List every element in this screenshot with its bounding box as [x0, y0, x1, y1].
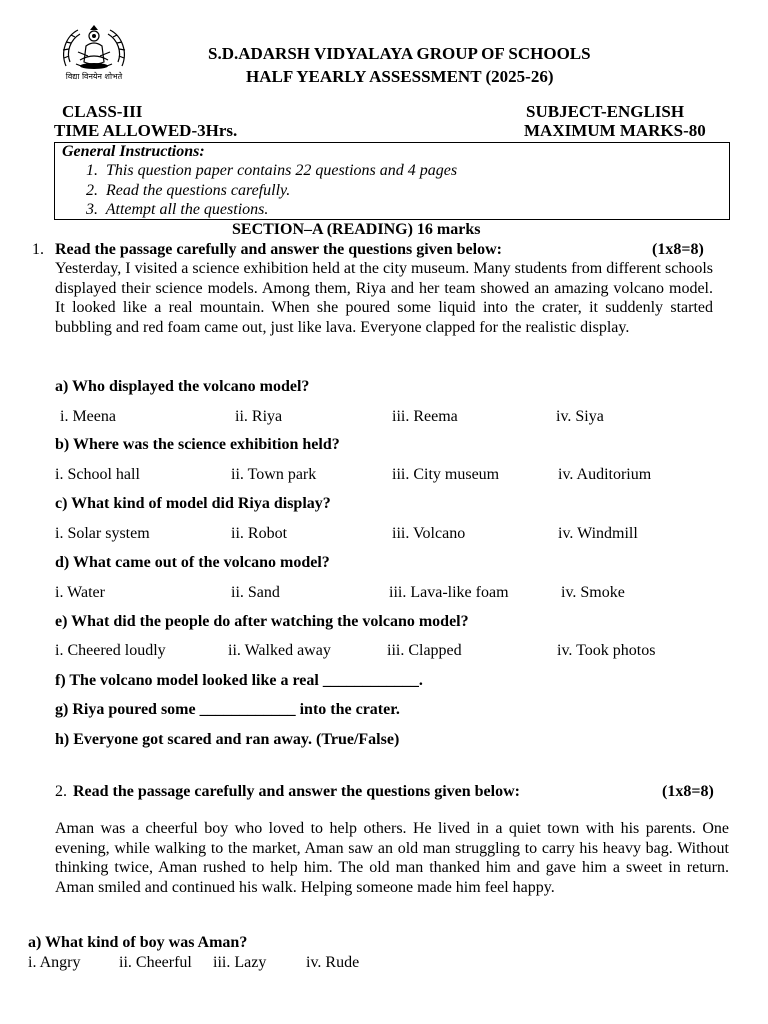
q2a-question: a) What kind of boy was Aman?	[28, 934, 248, 951]
q1c-option-1: i. Solar system	[55, 525, 150, 542]
school-logo	[56, 22, 132, 86]
time-allowed: TIME ALLOWED-3Hrs.	[54, 121, 238, 140]
q1e-question: e) What did the people do after watching the volcano model?	[55, 613, 469, 630]
q1a-option-1: i. Meena	[60, 408, 116, 425]
q1a-question: a) Who displayed the volcano model?	[55, 378, 310, 395]
q2-marks: (1x8=8)	[662, 783, 714, 800]
q1e-option-2: ii. Walked away	[228, 642, 331, 659]
q1a-option-2: ii. Riya	[235, 408, 283, 425]
q2-prompt: Read the passage carefully and answer the questions given below:	[73, 783, 520, 800]
exam-title: HALF YEARLY ASSESSMENT (2025-26)	[246, 67, 554, 86]
instruction-item-2: 2. Read the questions carefully.	[86, 182, 291, 199]
q2a-option-1: i. Angry	[28, 954, 81, 971]
q2-number: 2.	[55, 783, 67, 800]
q1g-question: g) Riya poured some ____________ into the crater.	[55, 701, 400, 718]
subject-label: SUBJECT-ENGLISH	[526, 102, 685, 121]
q1e-option-3: iii. Clapped	[387, 642, 462, 659]
q1c-question: c) What kind of model did Riya display?	[55, 495, 331, 512]
q1b-option-2: ii. Town park	[231, 466, 317, 483]
q1-passage: Yesterday, I visited a science exhibition held at the city museum. Many students from different schools displayed their science models. Among them, Riya and her team showed an amazing volcano model. It looked like a real mountain. When she poured some liquid into the crater, it suddenly started bubbling and red foam came out, just like lava. Everyone clapped for the realistic display.	[55, 260, 713, 337]
q1b-option-1: i. School hall	[55, 466, 140, 483]
q1d-question: d) What came out of the volcano model?	[55, 554, 330, 571]
q1h-question: h) Everyone got scared and ran away. (True/False)	[55, 731, 400, 748]
q1b-question: b) Where was the science exhibition held?	[55, 436, 340, 453]
class-label: CLASS-III	[62, 102, 143, 121]
q1-marks: (1x8=8)	[652, 241, 704, 258]
school-name: S.D.ADARSH VIDYALAYA GROUP OF SCHOOLS	[208, 44, 591, 63]
q1c-option-2: ii. Robot	[231, 525, 288, 542]
q2a-option-2: ii. Cheerful	[119, 954, 192, 971]
q1d-option-2: ii. Sand	[231, 584, 280, 601]
q1e-option-4: iv. Took photos	[557, 642, 656, 659]
instruction-item-3: 3. Attempt all the questions.	[86, 201, 269, 218]
maximum-marks: MAXIMUM MARKS-80	[524, 121, 706, 140]
logo-motto: विद्या विनयेन शोभते	[65, 72, 123, 81]
q1e-option-1: i. Cheered loudly	[55, 642, 166, 659]
section-a-title: SECTION–A (READING) 16 marks	[232, 221, 481, 238]
q2a-option-3: iii. Lazy	[213, 954, 267, 971]
q1-prompt: Read the passage carefully and answer the questions given below:	[55, 241, 502, 258]
instruction-item-1: 1. This question paper contains 22 questions and 4 pages	[86, 162, 458, 179]
q1b-option-4: iv. Auditorium	[558, 466, 652, 483]
q1a-option-3: iii. Reema	[392, 408, 458, 425]
q1d-option-1: i. Water	[55, 584, 105, 601]
q2a-option-4: iv. Rude	[306, 954, 360, 971]
q1c-option-3: iii. Volcano	[392, 525, 466, 542]
instructions-title: General Instructions:	[62, 143, 205, 160]
q1d-option-3: iii. Lava-like foam	[389, 584, 509, 601]
q1c-option-4: iv. Windmill	[558, 525, 638, 542]
q1f-question: f) The volcano model looked like a real ____________.	[55, 672, 423, 689]
q2-passage: Aman was a cheerful boy who loved to help others. He lived in a quiet town with his parents. One evening, while walking to the market, Aman saw an old man struggling to carry his heavy bag. Without thinking twice, Aman rushed to help him. The old man thanked him and gave him a sweet in return. Aman smiled and continued his walk. Helping someone made him feel happy.	[55, 820, 729, 897]
q1b-option-3: iii. City museum	[392, 466, 500, 483]
q1d-option-4: iv. Smoke	[561, 584, 625, 601]
q1a-option-4: iv. Siya	[556, 408, 604, 425]
q1-number: 1.	[32, 241, 44, 258]
